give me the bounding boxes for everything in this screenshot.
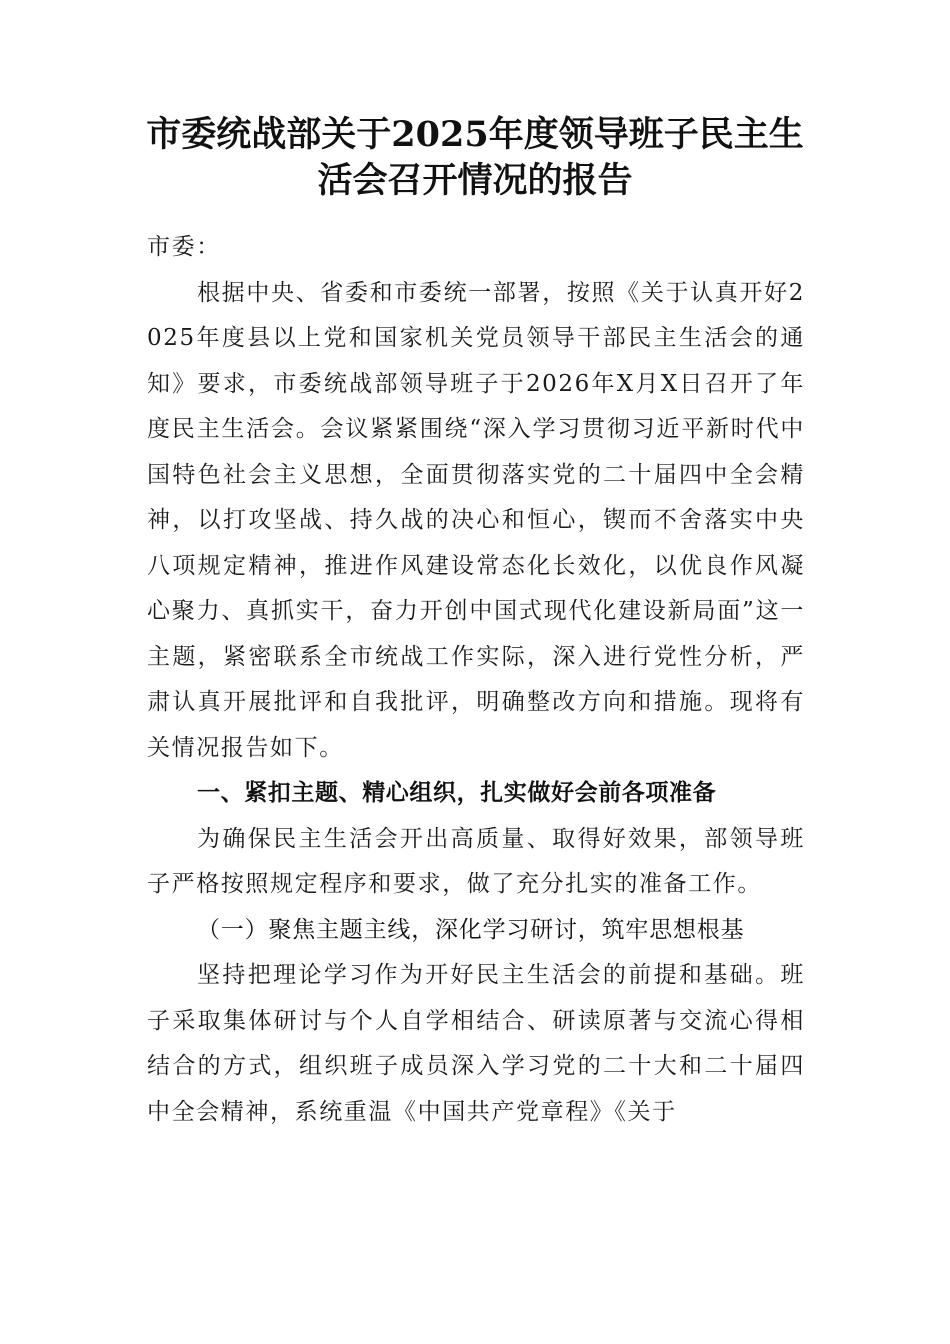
section-heading-1: 一、紧扣主题、精心组织，扎实做好会前各项准备 [197, 780, 717, 806]
subsection-heading-1: （一）聚焦主题主线，深化学习研讨，筑牢思想根基 [197, 916, 745, 943]
document-title-line-1: 市委统战部关于2025年度领导班子民主生 [146, 114, 804, 155]
salutation: 市委： [147, 234, 221, 260]
paragraph-study: 坚持把理论学习作为开好民主生活会的前提和基础。班子采取集体研讨与个人自学相结合、研读原著与交流心得相结合的方式，组织班子成员深入学习党的二十大和二十届四中全会精神，系统重温《中国共产党章程》《关于 [147, 962, 805, 1125]
document-title [100, 112, 850, 204]
paragraph-intro: 根据中央、省委和市委统一部署，按照《关于认真开好2025年度县以上党和国家机关党员领导干部民主生活会的通知》要求，市委统战部领导班子于2026年X月X日召开了年度民主生活会。会议紧紧围绕“深入学习贯彻习近平新时代中国特色社会主义思想，全面贯彻落实党的二十届四中全会精神，以打攻坚战、持久战的决心和恒心，锲而不舍落实中央八项规定精神，推进作风建设常态化长效化，以优良作风凝心聚力、真抓实干，奋力开创中国式现代化建设新局面”这一主题，紧密联系全市统战工作实际，深入进行党性分析，严肃认真开展批评和自我批评，明确整改方向和措施。现将有关情况报告如下。 [147, 279, 805, 761]
document-body [147, 225, 805, 1135]
document-title-line-2: 活会召开情况的报告 [317, 160, 633, 201]
paragraph-preparation: 为确保民主生活会开出高质量、取得好效果，部领导班子严格按照规定程序和要求，做了充分扎实的准备工作。 [147, 825, 805, 897]
